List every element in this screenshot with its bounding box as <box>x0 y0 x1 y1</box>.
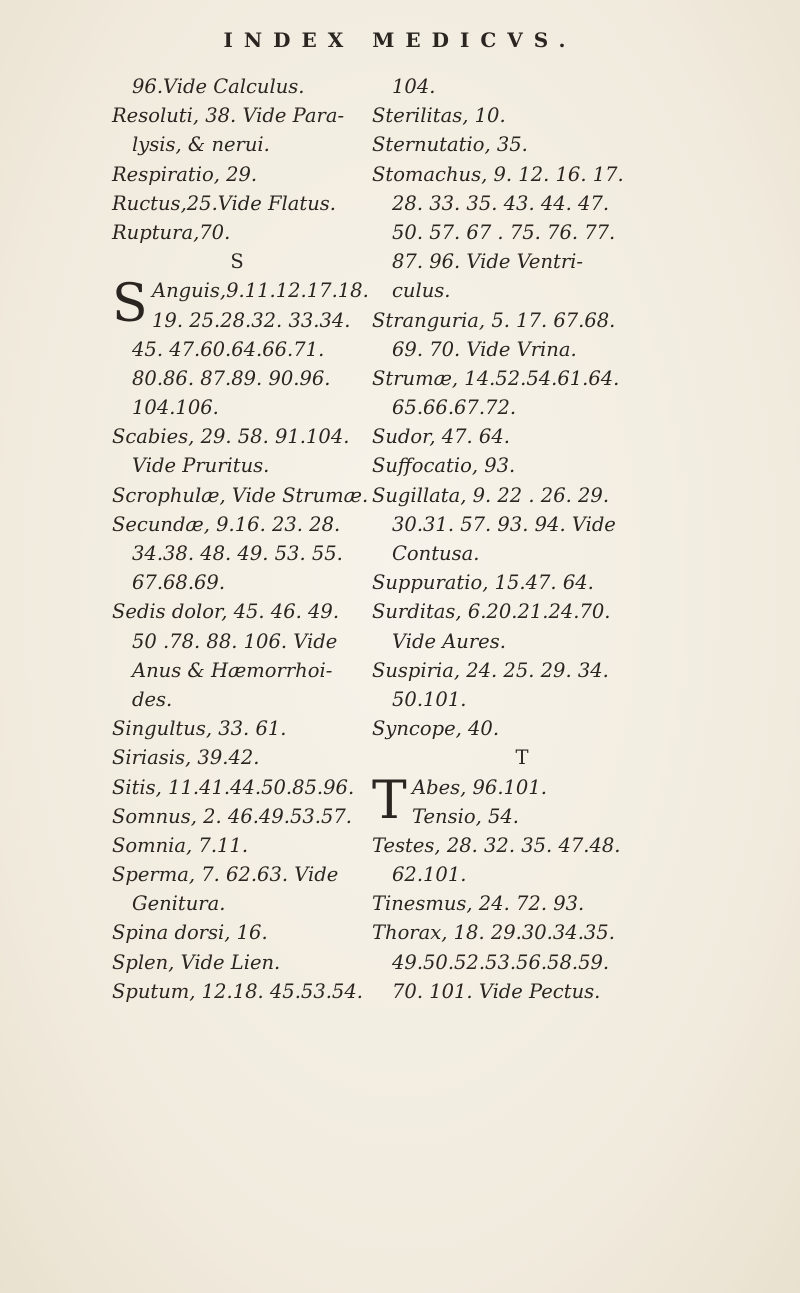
entry-text: 87. 96. Vide Ventri- <box>392 250 583 274</box>
index-entry-line <box>372 422 672 451</box>
entry-text: Anus & Hæmorrhoi- <box>132 658 333 682</box>
index-entry-line <box>372 393 672 422</box>
index-entry-line <box>112 948 362 977</box>
index-entry-line <box>112 364 362 393</box>
index-entry-line <box>112 773 362 802</box>
index-entry-line <box>112 802 362 831</box>
entry-text: 96.Vide Calculus. <box>132 75 305 98</box>
entry-text: 67.68.69. <box>132 571 226 595</box>
entry-text: Ructus,25.Vide Flatus. <box>112 191 336 215</box>
index-entry-line <box>372 627 672 656</box>
page-header: INDEX MEDICVS. <box>223 28 577 52</box>
index-entry-line <box>112 335 362 364</box>
index-entry-line <box>112 627 362 656</box>
entry-text: 104. <box>392 75 436 98</box>
index-entry-line <box>112 831 362 860</box>
entry-text: Scabies, 29. 58. 91.104. <box>112 425 350 449</box>
entry-text: Suffocatio, 93. <box>372 454 516 478</box>
entry-text: Resoluti, 38. Vide Para- <box>112 104 345 128</box>
index-entry-line <box>112 451 362 480</box>
index-entry-line <box>112 743 362 772</box>
index-entry-line <box>112 189 362 218</box>
entry-text: Stranguria, 5. 17. 67.68. <box>372 308 616 332</box>
entry-text: Genitura. <box>132 892 226 916</box>
entry-text: Somnus, 2. 46.49.53.57. <box>112 804 352 828</box>
entry-text: Sudor, 47. 64. <box>372 425 510 449</box>
entry-text: Vide Pruritus. <box>132 454 270 478</box>
index-entry-line <box>112 889 362 918</box>
entry-text: Sperma, 7. 62.63. Vide <box>112 863 339 887</box>
entry-text: Stomachus, 9. 12. 16. 17. <box>372 162 624 186</box>
index-entry-line <box>372 831 672 860</box>
entry-text: Thorax, 18. 29.30.34.35. <box>372 921 615 945</box>
entry-text: Secundæ, 9.16. 23. 28. <box>112 512 341 536</box>
index-entry-line <box>372 802 672 831</box>
index-entry-line <box>372 276 672 305</box>
index-entry-line <box>372 101 672 130</box>
entry-text: Ruptura,70. <box>112 220 231 244</box>
entry-text: Sterilitas, 10. <box>372 104 506 128</box>
index-entry-line <box>112 918 362 947</box>
index-entry-line <box>112 568 362 597</box>
entry-text: Tinesmus, 24. 72. 93. <box>372 892 585 916</box>
index-entry-line <box>372 72 672 101</box>
entry-text: 69. 70. Vide Vrina. <box>392 337 577 361</box>
index-entry-line <box>372 481 672 510</box>
entry-text: 28. 33. 35. 43. 44. 47. <box>392 191 610 215</box>
index-entry-line <box>372 918 672 947</box>
drop-cap: S <box>112 274 148 335</box>
index-entry-line <box>372 714 672 743</box>
entry-text: Suppuratio, 15.47. 64. <box>372 571 594 595</box>
index-entry-line <box>372 860 672 889</box>
index-entry-line <box>372 656 672 685</box>
index-entry-line <box>112 510 362 539</box>
entry-text: Scrophulæ, Vide Strumæ. <box>112 483 369 507</box>
entry-text: Sitis, 11.41.44.50.85.96. <box>112 775 355 799</box>
index-entry-line <box>112 685 362 714</box>
index-entry-line <box>112 597 362 626</box>
entry-text: Splen, Vide Lien. <box>112 950 281 974</box>
entry-text: 65.66.67.72. <box>392 396 517 420</box>
right-column <box>372 72 672 1006</box>
index-entry-line <box>372 568 672 597</box>
entry-text: Singultus, 33. 61. <box>112 717 287 741</box>
entry-text: 45. 47.60.64.66.71. <box>132 337 325 361</box>
entry-text: 34.38. 48. 49. 53. 55. <box>132 542 343 565</box>
index-entry-line <box>372 160 672 189</box>
entry-text: Respiratio, 29. <box>112 162 258 186</box>
entry-text: 104.106. <box>132 396 219 420</box>
index-entry-line <box>372 685 672 714</box>
section-letter <box>372 743 672 772</box>
entry-text: 50.101. <box>392 687 467 711</box>
index-entry-line <box>112 977 362 1006</box>
entry-text: 49.50.52.53.56.58.59. <box>392 950 610 974</box>
index-entry-line <box>112 656 362 685</box>
entry-text: 62.101. <box>392 863 467 887</box>
entry-text: T <box>515 746 529 770</box>
entry-text: 30.31. 57. 93. 94. Vide <box>392 512 616 536</box>
index-entry-line <box>112 393 362 422</box>
entry-text: 50 .78. 88. 106. Vide <box>132 629 338 653</box>
entry-text: 80.86. 87.89. 90.96. <box>132 366 331 390</box>
index-entry-line <box>112 160 362 189</box>
index-entry-line <box>112 101 362 130</box>
index-entry-line <box>372 948 672 977</box>
index-entry-line <box>112 422 362 451</box>
entry-text: Tensio, 54. <box>412 804 519 828</box>
entry-text: Sternutatio, 35. <box>372 133 528 157</box>
index-entry-line <box>372 510 672 539</box>
left-column <box>112 72 369 1006</box>
entry-text: culus. <box>392 279 451 303</box>
entry-text: 70. 101. Vide Pectus. <box>392 979 601 1003</box>
drop-cap: T <box>372 770 407 831</box>
entry-text: Contusa. <box>392 542 480 565</box>
index-entry-line <box>372 130 672 159</box>
index-entry-line <box>372 889 672 918</box>
section-letter <box>112 247 362 276</box>
entry-text: Anguis,9.11.12.17.18. <box>152 279 369 303</box>
index-entry-line <box>112 218 362 247</box>
entry-text: Suspiria, 24. 25. 29. 34. <box>372 658 609 682</box>
entry-text: Spina dorsi, 16. <box>112 921 268 945</box>
entry-text: Vide Aures. <box>392 629 506 653</box>
entry-text: Sugillata, 9. 22 . 26. 29. <box>372 483 610 507</box>
entry-text: des. <box>132 687 173 711</box>
entry-text: Testes, 28. 32. 35. 47.48. <box>372 833 621 857</box>
index-entry-line <box>372 451 672 480</box>
entry-text: Strumæ, 14.52.54.61.64. <box>372 366 620 390</box>
index-entry-line <box>112 714 362 743</box>
index-entry-line <box>372 335 672 364</box>
index-entry-line <box>112 72 362 101</box>
index-entry-line <box>372 189 672 218</box>
index-entry-line <box>112 130 362 159</box>
index-entry-line <box>112 481 369 510</box>
index-entry-line <box>372 539 672 568</box>
entry-text: lysis, & nerui. <box>132 133 270 157</box>
index-entry-line <box>112 860 362 889</box>
entry-text: Siriasis, 39.42. <box>112 746 260 770</box>
entry-text: Sedis dolor, 45. 46. 49. <box>112 600 340 624</box>
index-entry-line <box>372 597 672 626</box>
index-entry-line <box>372 977 672 1006</box>
entry-text: Syncope, 40. <box>372 717 500 741</box>
index-entry-line <box>112 539 362 568</box>
entry-text: Sputum, 12.18. 45.53.54. <box>112 979 363 1003</box>
entry-text: Somnia, 7.11. <box>112 833 249 857</box>
entry-text: 50. 57. 67 . 75. 76. 77. <box>392 220 616 244</box>
index-entry-line <box>372 218 672 247</box>
entry-text: Abes, 96.101. <box>412 775 547 799</box>
index-entry-line <box>372 364 672 393</box>
entry-text: Surditas, 6.20.21.24.70. <box>372 600 611 624</box>
index-entry-line <box>372 306 672 335</box>
index-entry-line <box>112 306 362 335</box>
entry-text: 19. 25.28.32. 33.34. <box>152 308 351 332</box>
entry-text: S <box>230 250 244 274</box>
index-entry-line <box>372 247 672 276</box>
